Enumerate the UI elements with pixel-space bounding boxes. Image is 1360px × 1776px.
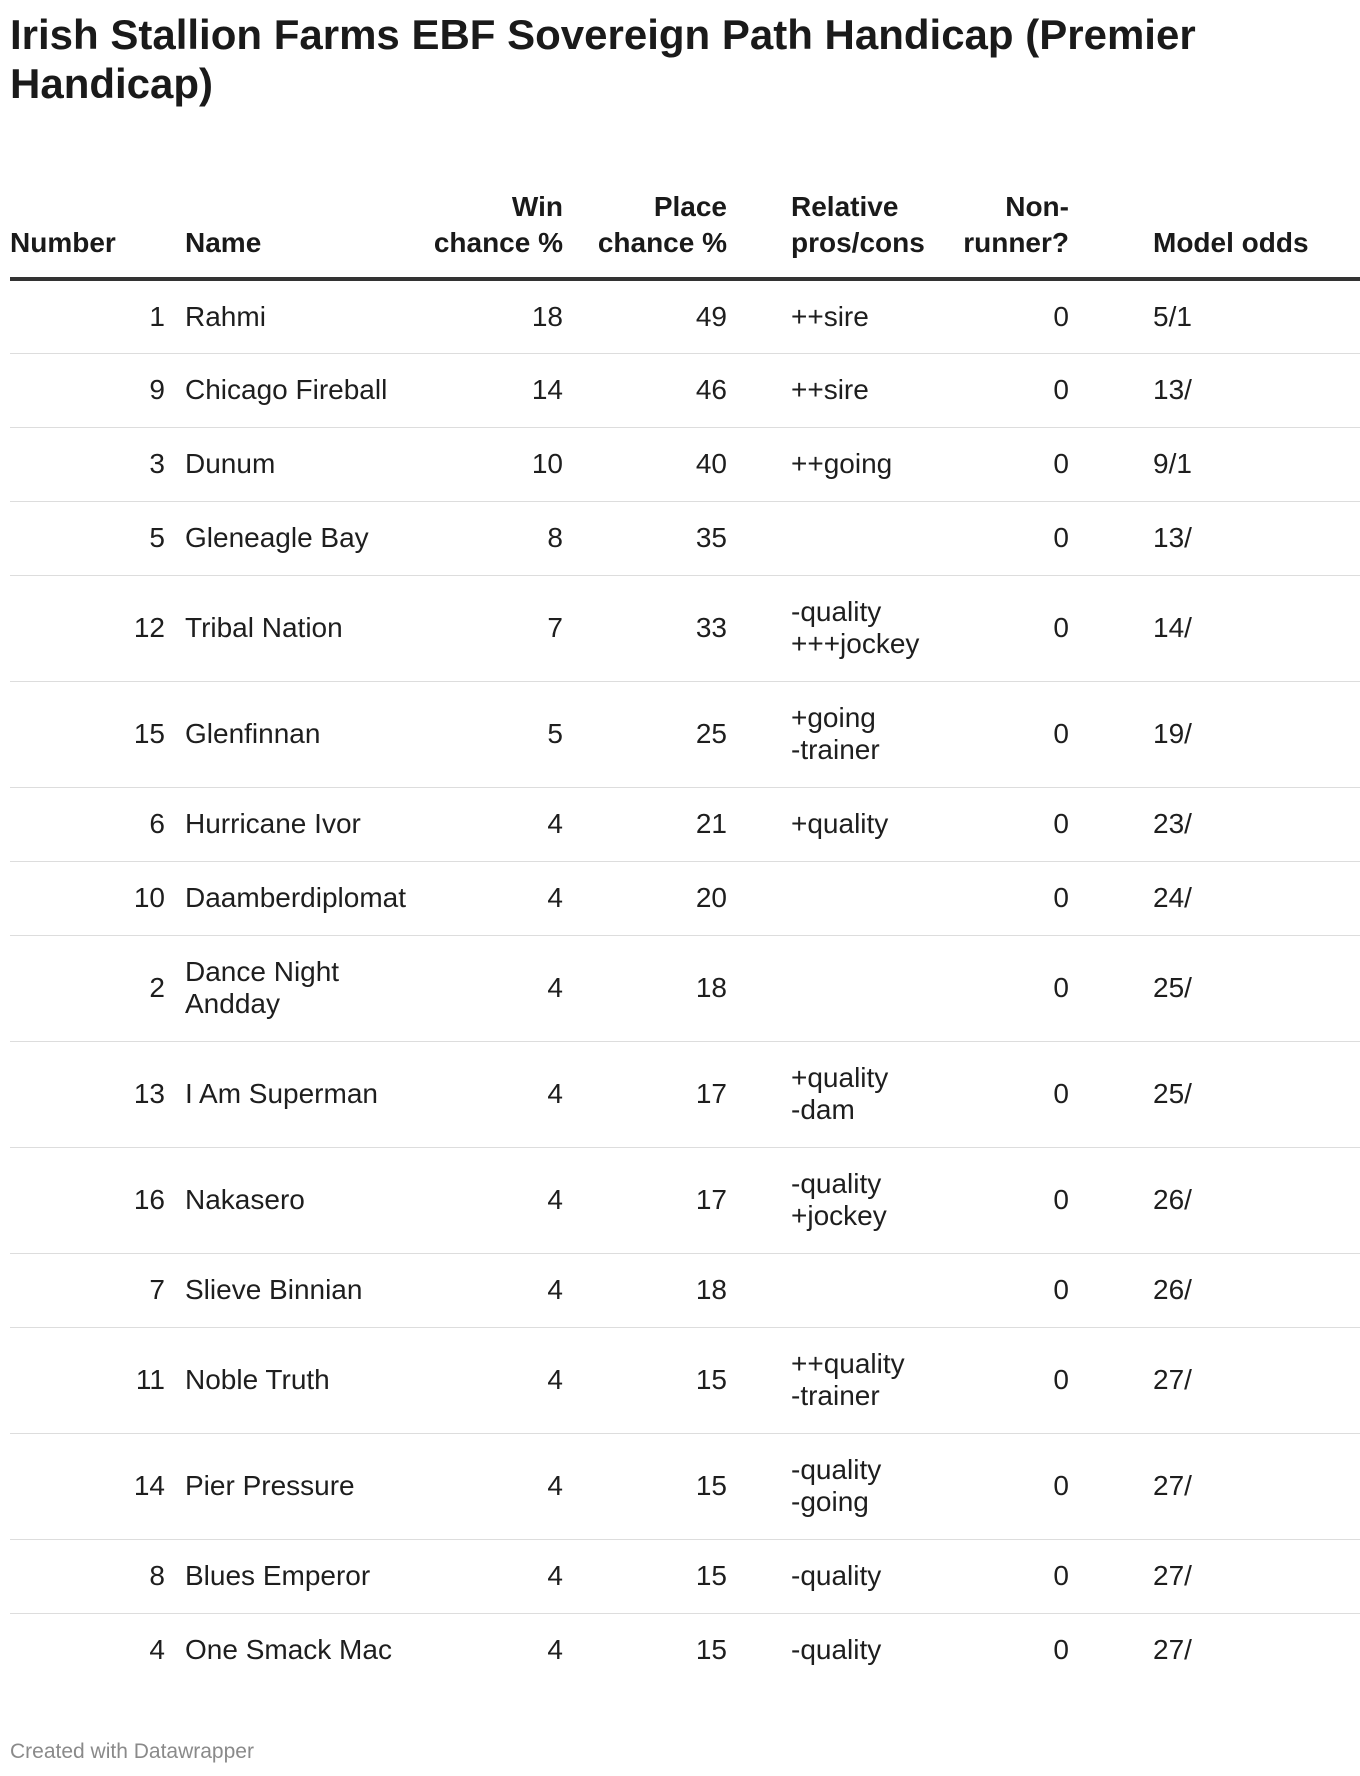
cell-place-chance: 33 — [583, 575, 747, 681]
cell-win-chance: 4 — [420, 1539, 583, 1613]
cell-place-chance: 15 — [583, 1327, 747, 1433]
cell-place-chance: 17 — [583, 1041, 747, 1147]
pros-cons-item: +quality — [791, 1062, 889, 1093]
cell-number: 4 — [149, 1634, 165, 1666]
pros-cons-item: -trainer — [791, 1380, 880, 1411]
table-row — [10, 787, 1360, 861]
table-row — [10, 1147, 1360, 1253]
cell-number: 2 — [10, 935, 185, 1041]
cell-place-chance: 49 — [583, 279, 747, 353]
cell-number: 1 — [10, 279, 185, 353]
table-row — [10, 279, 1360, 353]
pros-cons-item: -quality — [791, 1634, 882, 1666]
table-body — [10, 279, 1360, 1687]
cell-place-chance: 17 — [583, 1147, 747, 1253]
cell-pros-cons — [747, 279, 937, 353]
cell-number: 11 — [10, 1327, 185, 1433]
cell-number: 6 — [10, 787, 185, 861]
cell-non-runner: 0 — [937, 501, 1089, 575]
cell-name: Hurricane Ivor — [185, 787, 420, 861]
cell-model-odds: 26/ — [1089, 1147, 1360, 1253]
cell-number: 9 — [10, 353, 185, 427]
cell-number: 12 — [10, 575, 185, 681]
cell-pros-cons — [747, 681, 937, 787]
cell-model-odds: 13/ — [1089, 353, 1360, 427]
cell-place-chance: 35 — [583, 501, 747, 575]
pros-cons-item: -going — [791, 1486, 869, 1517]
cell-non-runner: 0 — [937, 1147, 1089, 1253]
cell-name: Noble Truth — [185, 1327, 420, 1433]
cell-pros-cons — [747, 575, 937, 681]
cell-number: 13 — [10, 1041, 185, 1147]
cell-place-chance: 15 — [695, 1634, 727, 1666]
cell-model-odds: 25/ — [1089, 935, 1360, 1041]
cell-number: 8 — [10, 1539, 185, 1613]
cell-model-odds: 27/ — [1153, 1634, 1192, 1666]
cell-win-chance: 18 — [420, 279, 583, 353]
table-header-row — [10, 155, 1360, 279]
cell-non-runner: 0 — [937, 279, 1089, 353]
cell-non-runner: 0 — [937, 1539, 1089, 1613]
cell-name: Chicago Fireball — [185, 353, 420, 427]
cell-pros-cons — [747, 353, 937, 427]
cell-name: Rahmi — [185, 279, 420, 353]
cell-win-chance: 8 — [420, 501, 583, 575]
cell-pros-cons — [747, 1613, 937, 1687]
cell-place-chance: 18 — [583, 935, 747, 1041]
cell-name: Slieve Binnian — [185, 1253, 420, 1327]
cell-non-runner: 0 — [937, 1041, 1089, 1147]
cell-win-chance: 7 — [420, 575, 583, 681]
table-row — [10, 861, 1360, 935]
pros-cons-item: -quality — [791, 1168, 882, 1199]
cell-number: 5 — [10, 501, 185, 575]
pros-cons-item: +going — [791, 702, 876, 733]
pros-cons-item: ++sire — [791, 374, 869, 405]
cell-model-odds: 24/ — [1089, 861, 1360, 935]
cell-model-odds: 27/ — [1089, 1433, 1360, 1539]
pros-cons-item: ++sire — [791, 300, 869, 332]
cell-non-runner: 0 — [937, 353, 1089, 427]
cell-place-chance: 20 — [583, 861, 747, 935]
cell-non-runner: 0 — [1053, 1634, 1069, 1666]
cell-win-chance: 4 — [420, 787, 583, 861]
cell-model-odds: 23/ — [1089, 787, 1360, 861]
cell-non-runner: 0 — [937, 935, 1089, 1041]
cell-number: 16 — [10, 1147, 185, 1253]
column-header-non-runner[interactable]: Non-runner? — [937, 155, 1089, 279]
cell-model-odds: 25/ — [1089, 1041, 1360, 1147]
cell-win-chance: 4 — [420, 1433, 583, 1539]
cell-pros-cons — [747, 1041, 937, 1147]
cell-model-odds: 5/1 — [1089, 279, 1360, 353]
table-row — [10, 1327, 1360, 1433]
cell-name: Dunum — [185, 427, 420, 501]
table-row — [10, 681, 1360, 787]
cell-pros-cons — [747, 501, 937, 575]
cell-model-odds: 13/ — [1089, 501, 1360, 575]
cell-non-runner: 0 — [937, 1253, 1089, 1327]
cell-name: Daamberdiplomat — [185, 861, 420, 935]
cell-pros-cons — [747, 1433, 937, 1539]
cell-name: I Am Superman — [185, 1041, 420, 1147]
column-header-name[interactable]: Name — [185, 155, 420, 279]
cell-non-runner: 0 — [937, 787, 1089, 861]
cell-name: One Smack Mac — [185, 1634, 392, 1666]
pros-cons-item: -dam — [791, 1094, 855, 1125]
cell-place-chance: 21 — [583, 787, 747, 861]
cell-non-runner: 0 — [937, 861, 1089, 935]
cell-win-chance: 4 — [547, 1634, 563, 1666]
cell-name: Tribal Nation — [185, 575, 420, 681]
pros-cons-item: +jockey — [791, 1200, 887, 1231]
cell-name: Dance Night Andday — [185, 935, 420, 1041]
pros-cons-item: ++quality — [791, 1348, 905, 1379]
cell-name: Glenfinnan — [185, 681, 420, 787]
cell-number: 7 — [10, 1253, 185, 1327]
column-header-place-chance[interactable]: Place chance % — [583, 155, 747, 279]
cell-name: Nakasero — [185, 1147, 420, 1253]
cell-pros-cons — [747, 1539, 937, 1613]
table-row — [10, 935, 1360, 1041]
results-table-container — [10, 155, 1309, 1685]
cell-number: 10 — [10, 861, 185, 935]
table-row — [10, 353, 1360, 427]
cell-place-chance: 25 — [583, 681, 747, 787]
cell-pros-cons — [747, 861, 937, 935]
pros-cons-item: +quality — [791, 808, 889, 839]
cell-model-odds: 27/ — [1089, 1539, 1360, 1613]
column-header-pros-cons[interactable]: Relative pros/cons — [747, 155, 937, 279]
datawrapper-credit: Created with Datawrapper — [10, 1740, 254, 1763]
table-row — [10, 1253, 1360, 1327]
table-row — [10, 575, 1360, 681]
cell-pros-cons — [747, 1327, 937, 1433]
cell-pros-cons — [747, 427, 937, 501]
cell-place-chance: 15 — [583, 1433, 747, 1539]
cell-win-chance: 4 — [420, 1327, 583, 1433]
pros-cons-item: -quality — [791, 1560, 882, 1591]
column-header-model-odds[interactable]: Model odds — [1089, 155, 1360, 279]
pros-cons-item: -quality — [791, 1454, 882, 1485]
cell-win-chance: 4 — [420, 1041, 583, 1147]
cell-non-runner: 0 — [937, 1433, 1089, 1539]
cell-pros-cons — [747, 1253, 937, 1327]
cell-place-chance: 40 — [583, 427, 747, 501]
cell-model-odds: 14/ — [1089, 575, 1360, 681]
cell-place-chance: 15 — [583, 1539, 747, 1613]
table-row — [10, 1613, 1360, 1687]
cell-place-chance: 18 — [583, 1253, 747, 1327]
cell-win-chance: 14 — [420, 353, 583, 427]
cell-model-odds: 26/ — [1089, 1253, 1360, 1327]
table-row — [10, 427, 1360, 501]
page-title: Irish Stallion Farms EBF Sovereign Path Handicap (Premier Handicap) — [10, 11, 1196, 107]
results-table — [10, 155, 1360, 1687]
cell-model-odds: 27/ — [1089, 1327, 1360, 1433]
pros-cons-item: +++jockey — [791, 628, 920, 659]
cell-non-runner: 0 — [937, 575, 1089, 681]
cell-win-chance: 4 — [420, 1253, 583, 1327]
cell-pros-cons — [747, 787, 937, 861]
pros-cons-item: -trainer — [791, 734, 880, 765]
pros-cons-item: -quality — [791, 596, 882, 627]
cell-win-chance: 10 — [420, 427, 583, 501]
cell-model-odds: 9/1 — [1089, 427, 1360, 501]
cell-number: 3 — [10, 427, 185, 501]
cell-pros-cons — [747, 935, 937, 1041]
cell-non-runner: 0 — [937, 681, 1089, 787]
cell-win-chance: 5 — [420, 681, 583, 787]
table-row — [10, 1041, 1360, 1147]
column-header-win-chance[interactable]: Win chance % — [420, 155, 583, 279]
cell-win-chance: 4 — [420, 861, 583, 935]
cell-number: 15 — [10, 681, 185, 787]
cell-place-chance: 46 — [583, 353, 747, 427]
cell-name: Gleneagle Bay — [185, 501, 420, 575]
cell-number: 14 — [10, 1433, 185, 1539]
table-row — [10, 1539, 1360, 1613]
cell-win-chance: 4 — [420, 1147, 583, 1253]
table-row — [10, 501, 1360, 575]
cell-non-runner: 0 — [937, 427, 1089, 501]
cell-model-odds: 19/ — [1089, 681, 1360, 787]
table-row — [10, 1433, 1360, 1539]
cell-pros-cons — [747, 1147, 937, 1253]
column-header-number[interactable]: Number — [10, 155, 185, 279]
pros-cons-item: ++going — [791, 448, 893, 479]
cell-name: Pier Pressure — [185, 1433, 420, 1539]
cell-win-chance: 4 — [420, 935, 583, 1041]
cell-non-runner: 0 — [937, 1327, 1089, 1433]
cell-name: Blues Emperor — [185, 1539, 420, 1613]
